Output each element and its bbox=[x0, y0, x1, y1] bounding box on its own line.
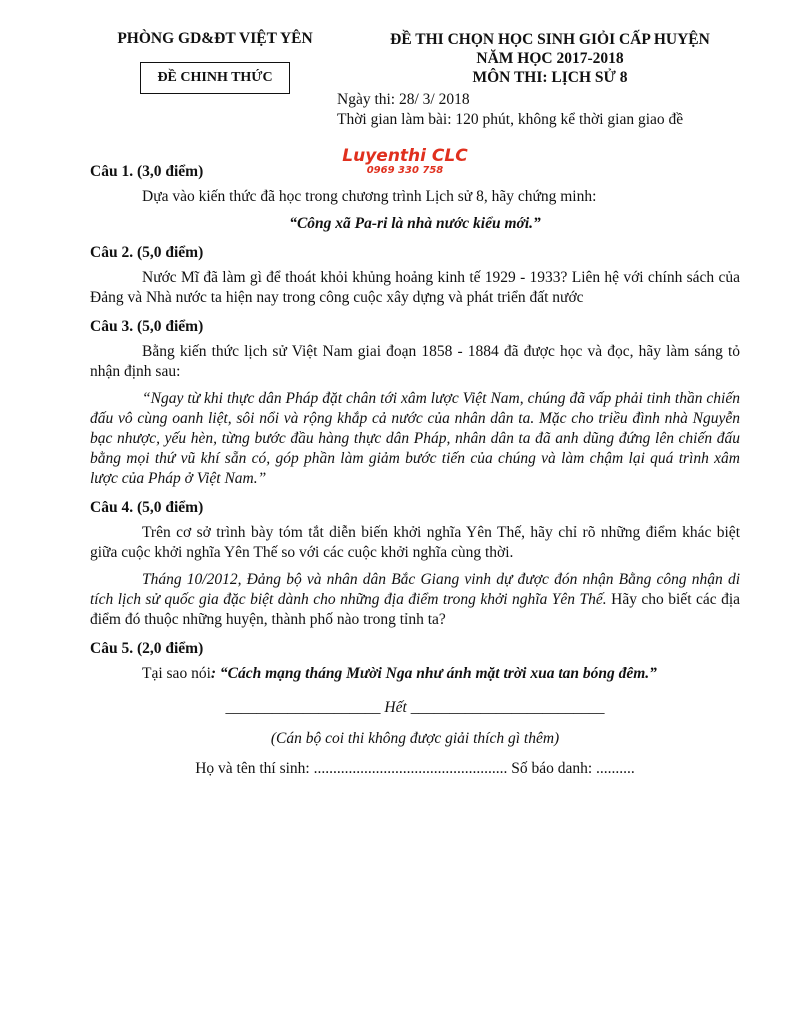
question-1-quote: “Công xã Pa-ri là nhà nước kiểu mới.” bbox=[289, 215, 541, 232]
header-left bbox=[90, 30, 340, 94]
exam-title-block bbox=[355, 30, 745, 87]
official-label-box: ĐỀ CHINH THỨC bbox=[140, 62, 289, 94]
exam-title: ĐỀ THI CHỌN HỌC SINH GIỎI CẤP HUYỆN bbox=[390, 31, 710, 48]
question-5-heading: Câu 5. (2,0 điểm) bbox=[90, 640, 204, 657]
end-rule-right: _________________________ bbox=[410, 699, 605, 716]
question-5-quote: : “Cách mạng tháng Mười Nga như ánh mặt trời xua tan bóng đêm.” bbox=[210, 665, 657, 682]
question-3-heading: Câu 3. (5,0 điểm) bbox=[90, 318, 204, 335]
exam-content bbox=[90, 163, 740, 778]
exam-duration: Thời gian làm bài: 120 phút, không kể thời gian giao đề bbox=[337, 111, 684, 128]
end-word: Hết bbox=[384, 699, 407, 716]
exam-meta bbox=[337, 90, 683, 130]
question-3-text: Bằng kiến thức lịch sử Việt Nam giai đoạn 1858 - 1884 đã được học và đọc, hãy làm sáng tỏ nhận định sau: bbox=[90, 343, 740, 380]
question-3-quote: “Ngay từ khi thực dân Pháp đặt chân tới xâm lược Việt Nam, chúng đã vấp phải tinh thần chiến đấu vô cùng oanh liệt, sôi nổi và rộng khắp cả nước của nhân dân ta. Mặc cho triều đình nhà Nguyễn bạc nhược, yếu hèn, từng bước đầu hàng thực dân Pháp, nhân dân ta đã anh dũng đứng lên chiến đấu bằng mọi thứ vũ khí sẵn có, góp phần làm giảm bước tiến của chúng và làm chậm lại quá trình xâm lược của Pháp ở Việt Nam.” bbox=[90, 390, 740, 487]
end-rule-left: ____________________ bbox=[225, 699, 381, 716]
proctor-note: (Cán bộ coi thi không được giải thích gì thêm) bbox=[270, 730, 560, 747]
question-4-context-italic: Tháng 10/2012, Đảng bộ và nhân dân Bắc Giang vinh dự được đón nhận Bằng công nhận di tích lịch sử quốc gia đặc biệt dành cho những địa điểm trong khởi nghĩa Yên Thế. bbox=[90, 571, 740, 608]
candidate-info-line: Họ và tên thí sinh: .................................................. Số báo danh: .......... bbox=[195, 760, 635, 777]
question-4-text: Trên cơ sở trình bày tóm tắt diễn biến khởi nghĩa Yên Thế, hãy chỉ rõ những điểm khác biệt giữa cuộc khởi nghĩa Yên Thế so với các cuộc khởi nghĩa cùng thời. bbox=[90, 524, 740, 561]
exam-date: Ngày thi: 28/ 3/ 2018 bbox=[337, 91, 470, 108]
question-4-context bbox=[90, 570, 740, 630]
subject-title: MÔN THI: LỊCH SỬ 8 bbox=[472, 69, 628, 86]
question-1-text: Dựa vào kiến thức đã học trong chương trình Lịch sử 8, hãy chứng minh: bbox=[142, 188, 597, 205]
question-2-heading: Câu 2. (5,0 điểm) bbox=[90, 244, 204, 261]
question-5-text bbox=[90, 664, 740, 684]
question-2-text: Nước Mĩ đã làm gì để thoát khỏi khủng hoảng kinh tế 1929 - 1933? Liên hệ với chính sách của Đảng và Nhà nước ta hiện nay trong công cuộc xây dựng và phát triển đất nước bbox=[90, 269, 740, 306]
end-marker bbox=[90, 698, 740, 718]
question-1-heading: Câu 1. (3,0 điểm) bbox=[90, 163, 204, 180]
watermark-brand: Luyenthi CLC bbox=[342, 146, 468, 166]
watermark-phone: 0969 330 758 bbox=[366, 165, 444, 176]
question-5-lead: Tại sao nói bbox=[142, 665, 211, 682]
question-4-heading: Câu 4. (5,0 điểm) bbox=[90, 499, 204, 516]
department-name: PHÒNG GD&ĐT VIỆT YÊN bbox=[117, 30, 313, 47]
school-year: NĂM HỌC 2017-2018 bbox=[476, 50, 624, 67]
question-4-context-question: Hãy cho biết các địa điểm đó thuộc những huyện, thành phố nào trong tỉnh ta? bbox=[90, 591, 741, 628]
